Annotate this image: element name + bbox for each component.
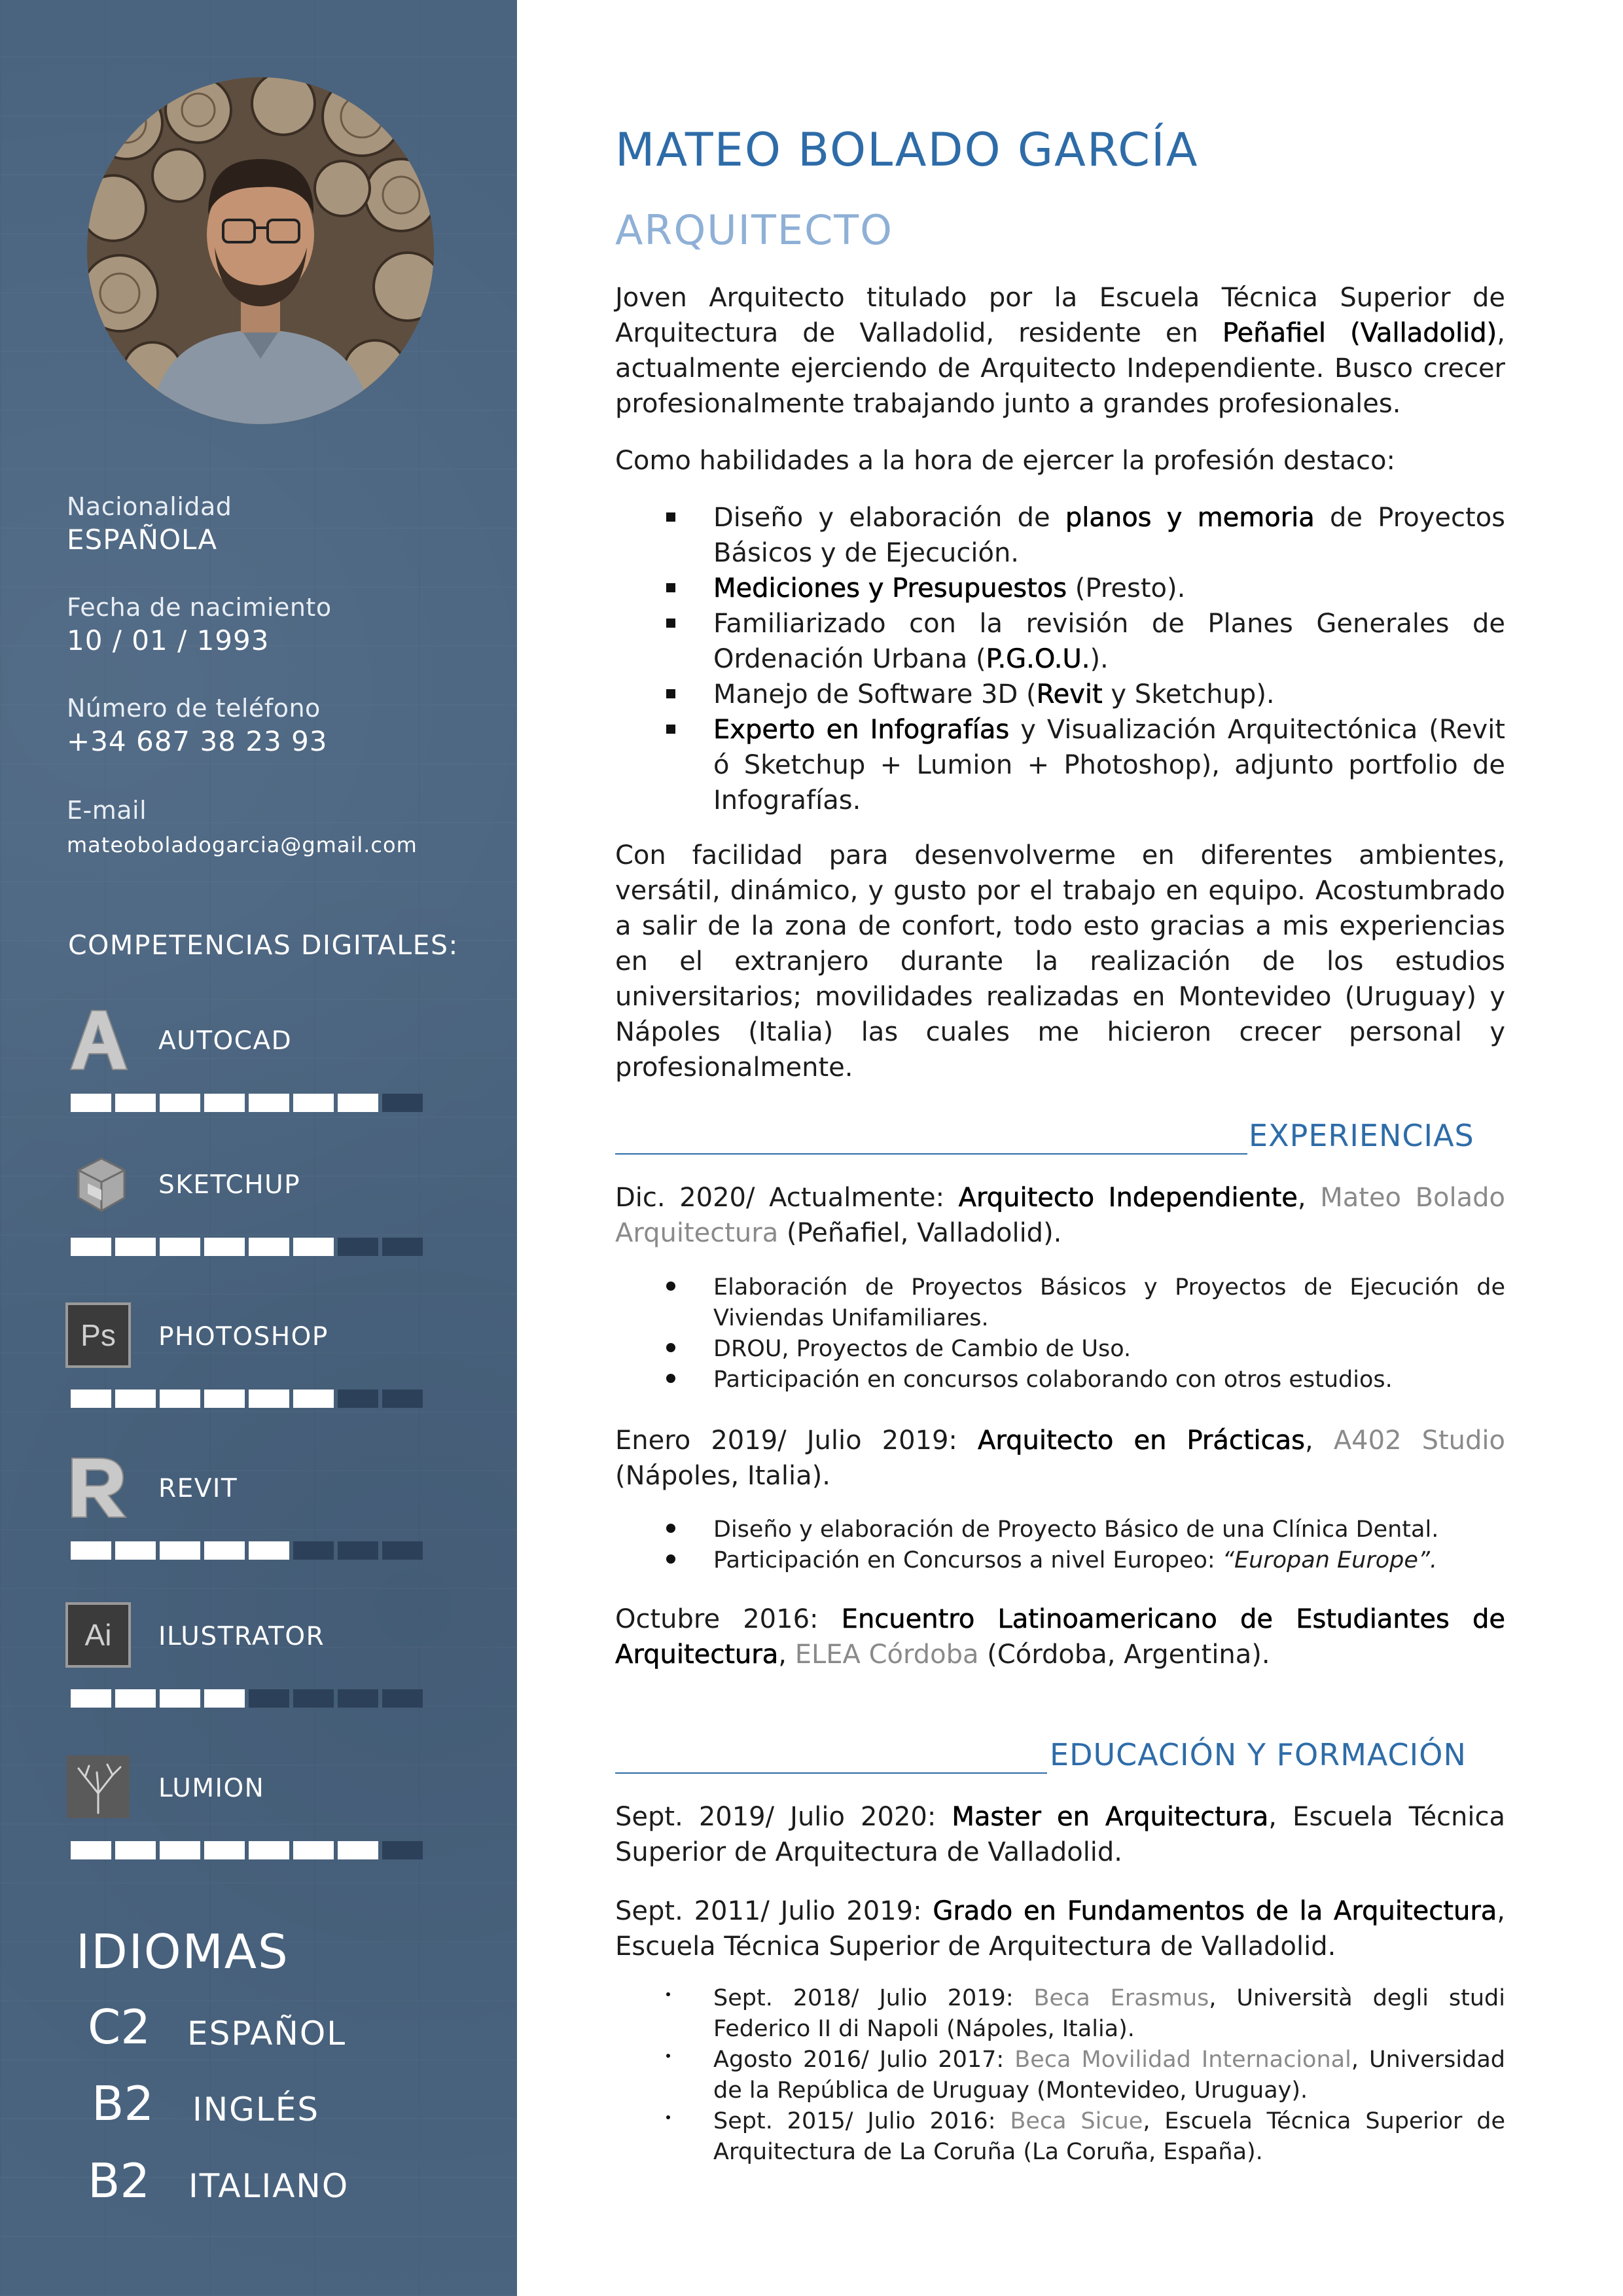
sidebar <box>0 0 517 2296</box>
skill-level-filled <box>338 1841 378 1859</box>
skill-level-bar <box>71 1094 423 1112</box>
skill-illustrator <box>65 1602 432 1733</box>
skill-level-filled <box>71 1541 111 1560</box>
skill-level-filled <box>71 1390 111 1408</box>
autocad-icon <box>65 1007 131 1072</box>
skill-level-empty <box>338 1541 378 1560</box>
svg-text:Ps: Ps <box>80 1318 116 1352</box>
skill-level-bar <box>71 1689 423 1708</box>
about-paragraph: Joven Arquitecto titulado por la Escuela Técnica Superior de Arquitectura de Valladolid, residente en Peñafiel (Valladolid), actualmente ejerciendo de Arquitecto Independiente. Busco crecer profesionalmente trabajando junto a grandes profesionales. <box>615 283 1506 419</box>
skill-level-empty <box>338 1689 378 1708</box>
skill-name: REVIT <box>158 1474 238 1503</box>
skill-level-filled <box>160 1541 200 1560</box>
language-level: B2 <box>92 2076 154 2131</box>
experience-tasks <box>615 1515 1505 1576</box>
skill-name: LUMION <box>158 1774 265 1803</box>
list-item: Elaboración de Proyectos Básicos y Proyectos de Ejecución de Viviendas Unifamiliares. <box>615 1272 1505 1334</box>
photoshop-icon <box>65 1302 131 1368</box>
skill-level-filled <box>293 1841 334 1859</box>
skill-level-empty <box>382 1541 423 1560</box>
skill-level-filled <box>249 1094 289 1112</box>
skill-name: AUTOCAD <box>158 1026 293 1056</box>
list-item: Agosto 2016/ Julio 2017: Beca Movilidad Internacional, Universidad de la República de Uruguay (Montevideo, Uruguay). <box>615 2045 1505 2106</box>
education-title: EDUCACIÓN Y FORMACIÓN <box>1050 1737 1467 1772</box>
skill-photoshop <box>65 1302 432 1433</box>
skill-name: ILUSTRATOR <box>158 1622 325 1651</box>
skill-level-bar <box>71 1390 423 1408</box>
skill-level-filled <box>160 1094 200 1112</box>
skill-level-filled <box>204 1841 245 1859</box>
list-item: Sept. 2015/ Julio 2016: Beca Sicue, Escuela Técnica Superior de Arquitectura de La Coruña (La Coruña, España). <box>615 2106 1505 2168</box>
skill-level-filled <box>293 1238 334 1256</box>
skill-lumion <box>65 1754 432 1885</box>
skill-level-filled <box>204 1390 245 1408</box>
skill-level-filled <box>160 1390 200 1408</box>
skill-level-empty <box>382 1841 423 1859</box>
section-divider <box>615 1772 1047 1774</box>
language-level: C2 <box>88 2000 151 2054</box>
list-item: Mediciones y Presupuestos (Presto). <box>615 571 1505 606</box>
skill-level-filled <box>160 1841 200 1859</box>
skill-level-empty <box>338 1238 378 1256</box>
skill-level-filled <box>204 1094 245 1112</box>
list-item: Sept. 2018/ Julio 2019: Beca Erasmus, Università degli studi Federico II di Napoli (Nápoles, Italia). <box>615 1983 1505 2045</box>
phone-value: +34 687 38 23 93 <box>67 725 328 757</box>
skill-level-bar <box>71 1541 423 1560</box>
lumion-icon <box>65 1754 131 1820</box>
skill-level-empty <box>382 1689 423 1708</box>
list-item: Participación en Concursos a nivel Europeo: “Europan Europe”. <box>615 1545 1505 1576</box>
phone-label: Número de teléfono <box>67 694 321 723</box>
profile-photo <box>87 77 434 424</box>
experience-entry: Dic. 2020/ Actualmente: Arquitecto Independiente, Mateo Bolado Arquitectura (Peñafiel, Valladolid). <box>615 1183 1506 1248</box>
skill-name: PHOTOSHOP <box>158 1322 329 1352</box>
experience-tasks <box>615 1272 1505 1395</box>
skill-level-filled <box>115 1541 156 1560</box>
skill-level-bar <box>71 1238 423 1256</box>
list-item: Participación en concursos colaborando con otros estudios. <box>615 1365 1505 1395</box>
revit-icon <box>65 1454 131 1520</box>
skill-level-empty <box>293 1689 334 1708</box>
birth-label: Fecha de nacimiento <box>67 593 332 622</box>
section-divider <box>615 1153 1247 1155</box>
skill-autocad <box>65 1007 432 1138</box>
skill-level-filled <box>249 1541 289 1560</box>
language-level: B2 <box>88 2153 151 2208</box>
skill-level-filled <box>71 1841 111 1859</box>
email-value: mateoboladogarcia@gmail.com <box>67 833 418 857</box>
list-item: Diseño y elaboración de Proyecto Básico de una Clínica Dental. <box>615 1515 1505 1545</box>
skills-intro: Como habilidades a la hora de ejercer la profesión destaco: <box>615 446 1395 476</box>
skill-level-empty <box>249 1689 289 1708</box>
skill-level-filled <box>293 1390 334 1408</box>
full-name: MATEO BOLADO GARCÍA <box>615 123 1199 177</box>
experience-title: EXPERIENCIAS <box>1249 1118 1474 1153</box>
list-item: Experto en Infografías y Visualización Arquitectónica (Revit ó Sketchup + Lumion + Photoshop), adjunto portfolio de Infografías. <box>615 712 1505 818</box>
scholarships-list <box>615 1983 1505 2168</box>
skill-level-filled <box>160 1689 200 1708</box>
education-entry: Sept. 2019/ Julio 2020: Master en Arquitectura, Escuela Técnica Superior de Arquitectura de Valladolid. <box>615 1802 1506 1867</box>
skill-level-empty <box>382 1390 423 1408</box>
skill-sketchup <box>65 1151 432 1282</box>
job-title: ARQUITECTO <box>615 206 893 254</box>
skill-level-filled <box>71 1689 111 1708</box>
skill-level-bar <box>71 1841 423 1859</box>
languages-title: IDIOMAS <box>76 1924 289 1979</box>
skill-level-empty <box>382 1094 423 1112</box>
skill-level-empty <box>338 1390 378 1408</box>
skill-level-filled <box>71 1238 111 1256</box>
skill-level-filled <box>249 1238 289 1256</box>
language-name: ESPAÑOL <box>187 2015 347 2053</box>
skill-level-filled <box>115 1094 156 1112</box>
illustrator-icon <box>65 1602 131 1668</box>
svg-text:Ai: Ai <box>84 1618 112 1652</box>
skill-name: SKETCHUP <box>158 1170 301 1200</box>
skill-level-filled <box>338 1094 378 1112</box>
skill-level-filled <box>204 1238 245 1256</box>
skill-level-filled <box>115 1238 156 1256</box>
skill-revit <box>65 1454 432 1585</box>
nationality-label: Nacionalidad <box>67 492 232 521</box>
skills-title: COMPETENCIAS DIGITALES: <box>68 929 459 961</box>
skill-level-filled <box>71 1094 111 1112</box>
list-item: Familiarizado con la revisión de Planes Generales de Ordenación Urbana (P.G.O.U.). <box>615 606 1505 677</box>
skill-level-filled <box>115 1689 156 1708</box>
skills-list <box>615 500 1505 818</box>
skill-level-filled <box>204 1541 245 1560</box>
language-name: INGLÉS <box>192 2090 320 2128</box>
skill-level-empty <box>382 1238 423 1256</box>
nationality-value: ESPAÑOLA <box>67 524 218 556</box>
skill-level-filled <box>115 1841 156 1859</box>
skill-level-empty <box>293 1541 334 1560</box>
skill-level-filled <box>293 1094 334 1112</box>
list-item: DROU, Proyectos de Cambio de Uso. <box>615 1334 1505 1365</box>
personal-paragraph: Con facilidad para desenvolverme en diferentes ambientes, versátil, dinámico, y gusto por el trabajo en equipo. Acostumbrado a salir de la zona de confort, todo esto gracias a mis experiencias en el extranjero durante la realización de los estudios universitarios; movilidades realizadas en Montevideo (Uruguay) y Nápoles (Italia) las cuales me hicieron crecer personal y profesionalmente. <box>615 840 1505 1083</box>
email-label: E-mail <box>67 796 147 825</box>
skill-level-filled <box>204 1689 245 1708</box>
list-item: Manejo de Software 3D (Revit y Sketchup). <box>615 677 1505 712</box>
sketchup-icon <box>65 1151 131 1216</box>
skill-level-filled <box>115 1390 156 1408</box>
education-entry: Sept. 2011/ Julio 2019: Grado en Fundamentos de la Arquitectura, Escuela Técnica Superior de Arquitectura de Valladolid. <box>615 1896 1505 1962</box>
skill-level-filled <box>249 1390 289 1408</box>
skill-level-filled <box>249 1841 289 1859</box>
experience-entry: Enero 2019/ Julio 2019: Arquitecto en Prácticas, A402 Studio (Nápoles, Italia). <box>615 1426 1506 1491</box>
list-item: Diseño y elaboración de planos y memoria de Proyectos Básicos y de Ejecución. <box>615 500 1505 571</box>
experience-entry: Octubre 2016: Encuentro Latinoamericano de Estudiantes de Arquitectura, ELEA Córdoba (Córdoba, Argentina). <box>615 1604 1505 1670</box>
language-name: ITALIANO <box>188 2167 349 2205</box>
skill-level-filled <box>160 1238 200 1256</box>
birth-value: 10 / 01 / 1993 <box>67 624 270 656</box>
